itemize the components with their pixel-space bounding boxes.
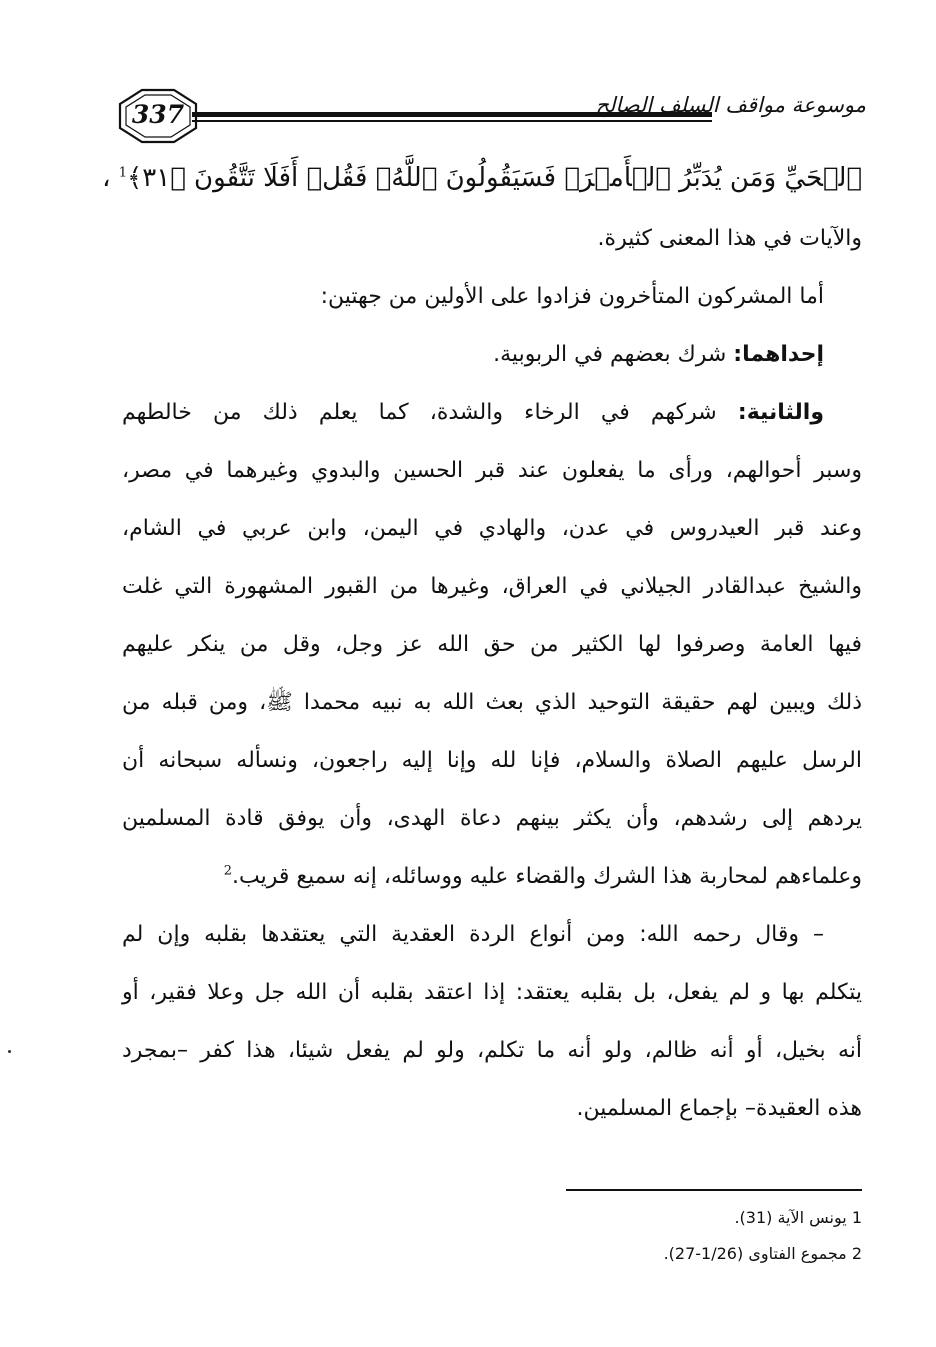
paragraph-text: شرك بعضهم في الربوبية. [493,342,727,367]
main-text [102,146,862,1138]
paragraph-text: وعلماءهم لمحاربة هذا الشرك والقضاء عليه ووسائله، إنه سميع قريب. [232,864,862,889]
page-header [110,88,866,146]
paragraph-line: هذه العقيدة– بإجماع المسلمين. [576,1096,862,1121]
paragraph-line: والشيخ عبدالقادر الجيلاني في العراق، وغيرها من القبور المشهورة التي غلت [122,574,862,599]
footnote-ref-2: 2 [223,863,233,879]
paragraph-text: شركهم في الرخاء والشدة، كما يعلم ذلك من خالطهم [122,400,717,425]
paragraph-line [122,326,862,384]
quran-verse: ٱلۡحَيِّ وَمَن يُدَبِّرُ ٱلۡأَمۡرَۚ فَسَيَقُولُونَ ٱللَّهُۚ فَقُلۡ أَفَلَا تَتَّقُونَ ﴿٣١﴾ [127,163,862,193]
paragraph-line: أما المشركون المتأخرون فزادوا على الأولين من جهتين: [320,284,824,309]
paragraph-line: يتكلم بها و لم يفعل، بل بقلبه يعتقد: إذا اعتقد بقلبه أن الله جل وعلا فقير، أو [122,980,862,1005]
page-number-badge [118,88,198,144]
verse-tail: ، [102,163,111,193]
paragraph-line: والآيات في هذا المعنى كثيرة. [597,226,862,251]
quran-verse-line [102,146,862,210]
paragraph-line: أنه بخيل، أو أنه ظالم، ولو أنه ما تكلم، ولو لم يفعل شيئا، هذا كفر –بمجرد [122,1038,862,1063]
paragraph-line: ذلك ويبين لهم حقيقة التوحيد الذي بعث الله به نبيه محمدا ﷺ، ومن قبله من [122,690,862,715]
paragraph-line: – وقال رحمه الله: ومن أنواع الردة العقدية التي يعتقدها بقلبه وإن لم [122,922,824,947]
running-title: موسوعة مواقف السلف الصالح [595,93,866,117]
paragraph-line: وعند قبر العيدروس في عدن، والهادي في اليمن، وابن عربي في الشام، [122,516,862,541]
footnote-2: 2 مجموع الفتاوى (1/26-27). [663,1244,862,1263]
footnote-divider [566,1189,862,1191]
paragraph-line [122,384,862,442]
page-number: 337 [131,100,185,129]
footnotes [400,1200,862,1272]
paragraph-line: الرسل عليهم الصلاة والسلام، فإنا لله وإنا إليه راجعون، ونسأله سبحانه أن [122,748,862,773]
first-label: إحداهما: [733,342,824,367]
paragraph-line: فيها العامة وصرفوا لها الكثير من حق الله عز وجل، وقل من ينكر عليهم [122,632,862,657]
paragraph-line: وسبر أحوالهم، ورأى ما يفعلون عند قبر الحسين والبدوي وغيرهما في مصر، [122,458,862,483]
scan-speck [8,1050,11,1053]
second-label: والثانية: [737,400,824,425]
footnote-ref-1: 1 [118,165,128,181]
paragraph-line [122,848,862,906]
footnote-1: 1 يونس الآية (31). [734,1208,862,1227]
paragraph-line: يردهم إلى رشدهم، وأن يكثر بينهم دعاة الهدى، وأن يوفق قادة المسلمين [122,806,862,831]
